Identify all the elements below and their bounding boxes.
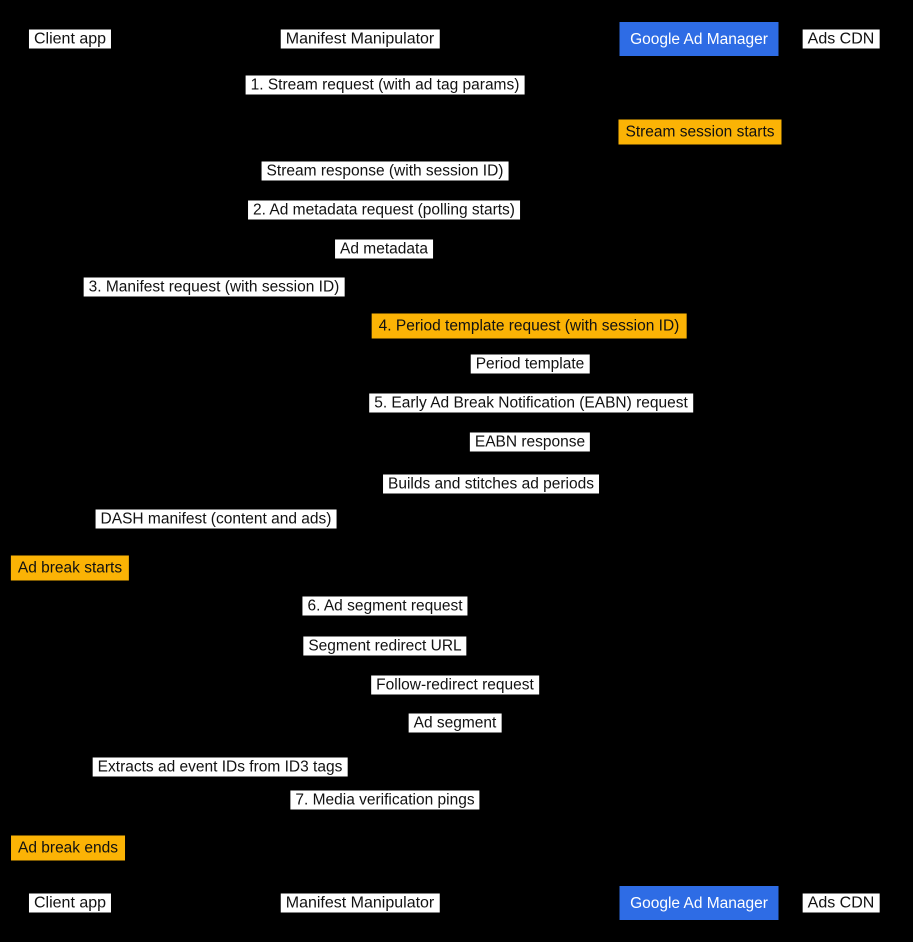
lifeline-client-app: [70, 57, 71, 886]
actor-google-ad-manager-bottom: Google Ad Manager: [620, 886, 779, 920]
lifeline-manifest-manipulator: [360, 57, 361, 886]
actor-google-ad-manager-top: Google Ad Manager: [620, 22, 779, 56]
message-ad-metadata-request: 2. Ad metadata request (polling starts): [248, 201, 520, 220]
message-segment-redirect-url: Segment redirect URL: [303, 637, 466, 656]
message-ad-segment-request: 6. Ad segment request: [302, 597, 467, 616]
message-stream-request: 1. Stream request (with ad tag params): [246, 76, 525, 95]
message-media-verification-pings: 7. Media verification pings: [290, 791, 479, 810]
actor-ads-cdn-bottom: Ads CDN: [803, 894, 880, 913]
message-manifest-request: 3. Manifest request (with session ID): [84, 278, 345, 297]
actor-manifest-manipulator-bottom: Manifest Manipulator: [281, 894, 440, 913]
message-period-template: Period template: [471, 355, 590, 374]
message-eabn-request: 5. Early Ad Break Notification (EABN) request: [369, 394, 693, 413]
message-stream-response: Stream response (with session ID): [262, 162, 509, 181]
actor-client-app-bottom: Client app: [29, 894, 111, 913]
actor-manifest-manipulator-top: Manifest Manipulator: [281, 30, 440, 49]
message-dash-manifest: DASH manifest (content and ads): [96, 510, 337, 529]
actor-ads-cdn-top: Ads CDN: [803, 30, 880, 49]
message-eabn-response: EABN response: [470, 433, 590, 452]
message-ad-metadata: Ad metadata: [335, 240, 433, 259]
lifeline-ads-cdn: [841, 57, 842, 886]
note-ad-break-starts: Ad break starts: [11, 556, 129, 581]
note-stream-session-starts: Stream session starts: [618, 120, 781, 145]
message-follow-redirect-request: Follow-redirect request: [371, 676, 539, 695]
lifeline-google-ad-manager: [699, 57, 700, 886]
note-ad-break-ends: Ad break ends: [11, 836, 125, 861]
message-ad-segment: Ad segment: [409, 714, 502, 733]
action-builds-and-stitches-ad-periods: Builds and stitches ad periods: [383, 475, 599, 494]
action-extracts-ad-event-ids: Extracts ad event IDs from ID3 tags: [93, 758, 348, 777]
message-period-template-request: 4. Period template request (with session ID): [372, 314, 687, 339]
actor-client-app-top: Client app: [29, 30, 111, 49]
